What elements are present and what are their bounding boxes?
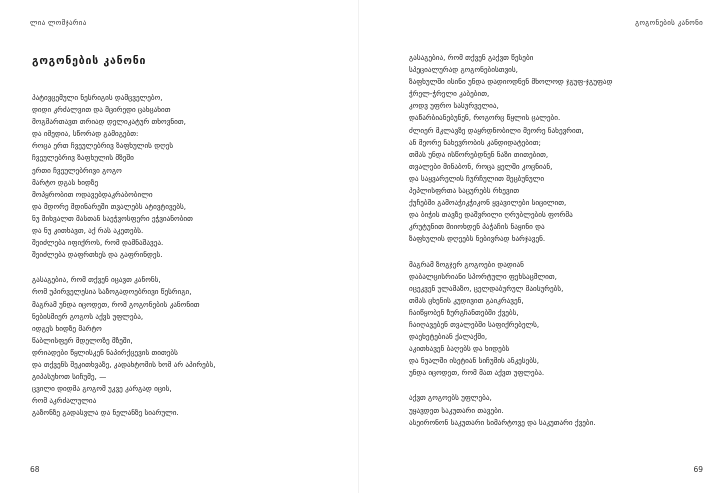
stanza-break [409, 246, 709, 259]
poem-line: უნდა იცოდეთ, რომ მათ აქვთ უფლება. [409, 368, 545, 378]
poem-line: ზაფხულის დღეებს ნებივრად ხარჯავენ. [409, 234, 546, 244]
poem-title: გოგონების კანონი [32, 55, 147, 67]
poem-line: თვალები მინაბონ, როცა ყელში კოცნიან, [409, 161, 553, 171]
poem-line: როცა ერთ ჩვეულებრივ ზაფხულის დღეს [32, 141, 174, 151]
poem-line: უყავდეთ საკუთარი თავები. [409, 405, 504, 415]
poem-line: მარტო დგას ხიდზე [32, 177, 99, 187]
poem-line: ჩაიწყობენ ზურგჩანთებში ქვებს, [409, 307, 519, 317]
poem-line: გაზონზე გადასვლა და ნელანზე სიარული. [32, 408, 179, 418]
right-page [359, 0, 717, 493]
poem-line: შეიძლება დაფრთხეს და გაფრინდეს. [32, 250, 163, 260]
poem-line: რომ უპირველესია საზოგადოებრივი წესრიგი, [32, 287, 192, 297]
poem-line: და მდორე მდინარეში თვალებს ატივტივებს, [32, 201, 187, 211]
poem-line: პატივცემული ნესრიგის დამცველებო, [32, 93, 163, 102]
poem-line: და საყვარელის ჩურჩულით შეცბუნული [409, 173, 545, 183]
poem-line: გასაგებია, რომ თქვენ გაქვთ წესები [409, 53, 534, 62]
running-head-author: ლია ლომჯარია [30, 19, 87, 27]
page-number-right: 69 [693, 465, 703, 474]
poem-line: იდგეს ხიდზე მარტო [32, 323, 102, 333]
poem-line: მოპყრობით ოდავებდაკრაბობილი [32, 189, 153, 199]
poem-line: შეიძლება იფიქროს, რომ დამნაშავეა. [32, 238, 164, 248]
poem-line: აკითხავენ ბაღებს და ხიდებს [409, 344, 510, 354]
poem-line: ჩაიღავებენ თვალებში საფიქრებელს, [409, 319, 540, 329]
poem-line: ჭრელ-ჭრელი კაბებით, [409, 89, 490, 99]
poem-line: კოდვ უფრო სასურველია, [409, 101, 499, 111]
poem-line: თმას უნდა ისწორებდნენ ნაზი თითებით, [409, 149, 549, 159]
poem-line: და იმედია, სწორად გამიგებთ: [32, 129, 139, 139]
poem-line: დრიადები წყლისკენ ნაპირქცევის თითებს [32, 347, 178, 357]
poem-line: ან მეორე ნახევრობის კანდიდატებით; [409, 137, 541, 147]
poem-line: და ნუალში ისეტიან სიჩუმის ანკესებს, [409, 356, 539, 366]
poem-line: გასაგებია, რომ თქვენ იცავთ კანონს, [32, 275, 161, 285]
poem-line: და ნუ კითხავთ, აქ რას აკეთებს. [32, 226, 144, 236]
left-poem-text [32, 92, 352, 419]
poem-line: ასეირონონ საკუთარი სიმარტოვე და საკუთარი ქვები. [409, 417, 596, 427]
poem-line: ძლიერ მკლავზე დაყრდნობილი მეორე ნახევრით, [409, 125, 584, 135]
poem-line: და თქვენს შეკითხვაზე, კადახტომის ხომ არ აპირებს, [32, 359, 216, 369]
poem-line: აქვთ გოგოებს უფლება, [409, 393, 492, 403]
page-number-left: 68 [30, 465, 40, 474]
poem-line: ჩვეულებრივ ზაფხულის მზეში [32, 153, 134, 163]
poem-line: დაბალცისრიანი სპორტული ფეხსაცმლით, [409, 271, 557, 281]
poem-line: მაგრამ ზოგჯერ გოგოები დადიან [409, 259, 524, 269]
poem-line: ქუჩებში გამოაჭიკჭიკონ ყვავილები სიცილით, [409, 198, 567, 208]
poem-line: სპეციალურად გოგონებისთვის, [409, 65, 518, 75]
stanza-break [32, 261, 352, 274]
stanza-break [409, 379, 709, 392]
poem-line: თმას ცხენის კუდივით გაიკრავენ, [409, 295, 524, 305]
poem-line: ნებისმიერ გოგოს აქვს უფლება, [32, 311, 144, 321]
poem-line: ზაფხულში ისინი უნდა დადიოდნენ მხოლოდ ჯგუფ-ჯგუფად [409, 77, 613, 87]
poem-line: ნუ მიხვალთ მასთან საეჭვოსფერი ეჭვიანობით [32, 213, 193, 223]
poem-line: ერთი ჩვეულებრივი გოგო [32, 165, 122, 175]
poem-line: დაწარბიანებუნენ, როგორც წყლის ცალები. [409, 113, 561, 123]
poem-line: წაბლისფერ მდელოზე მზეში, [32, 335, 133, 345]
poem-line: იცეკვენ ულამაზო, ცელდაბურულ მაისურებს, [409, 283, 564, 293]
right-poem-text [409, 52, 709, 429]
poem-line: ცვილი დიდმა გოგომ უკვე კარგად იცის, [32, 384, 172, 394]
poem-line: მაგრამ უნდა იცოდეთ, რომ გოგონების კანონით [32, 299, 200, 309]
poem-line: კრუტუნით მიიოხდენ პაჭაჩის ნაყინი და [409, 222, 545, 232]
poem-line: მოგმართავთ თრიად დელიკატურ თხოვნით, [32, 117, 186, 127]
poem-line: პეპლისფრთა საცურებს რხევით [409, 186, 520, 196]
poem-line: გიპასუხოთ სიჩუმე, — [32, 372, 107, 382]
poem-line: და ბიჭის თავზე დაშვრილი ღრუბლების ფორმა [409, 210, 573, 220]
poem-line: დიდი კრძალვით და მცირედი ცახცახით [32, 105, 171, 115]
left-page [0, 0, 358, 493]
running-head-title: გოგონების კანონი [635, 19, 703, 27]
poem-line: რომ აკრძალულია [32, 396, 97, 406]
poem-line: დაეხეტებიან ქალაქში, [409, 332, 488, 342]
